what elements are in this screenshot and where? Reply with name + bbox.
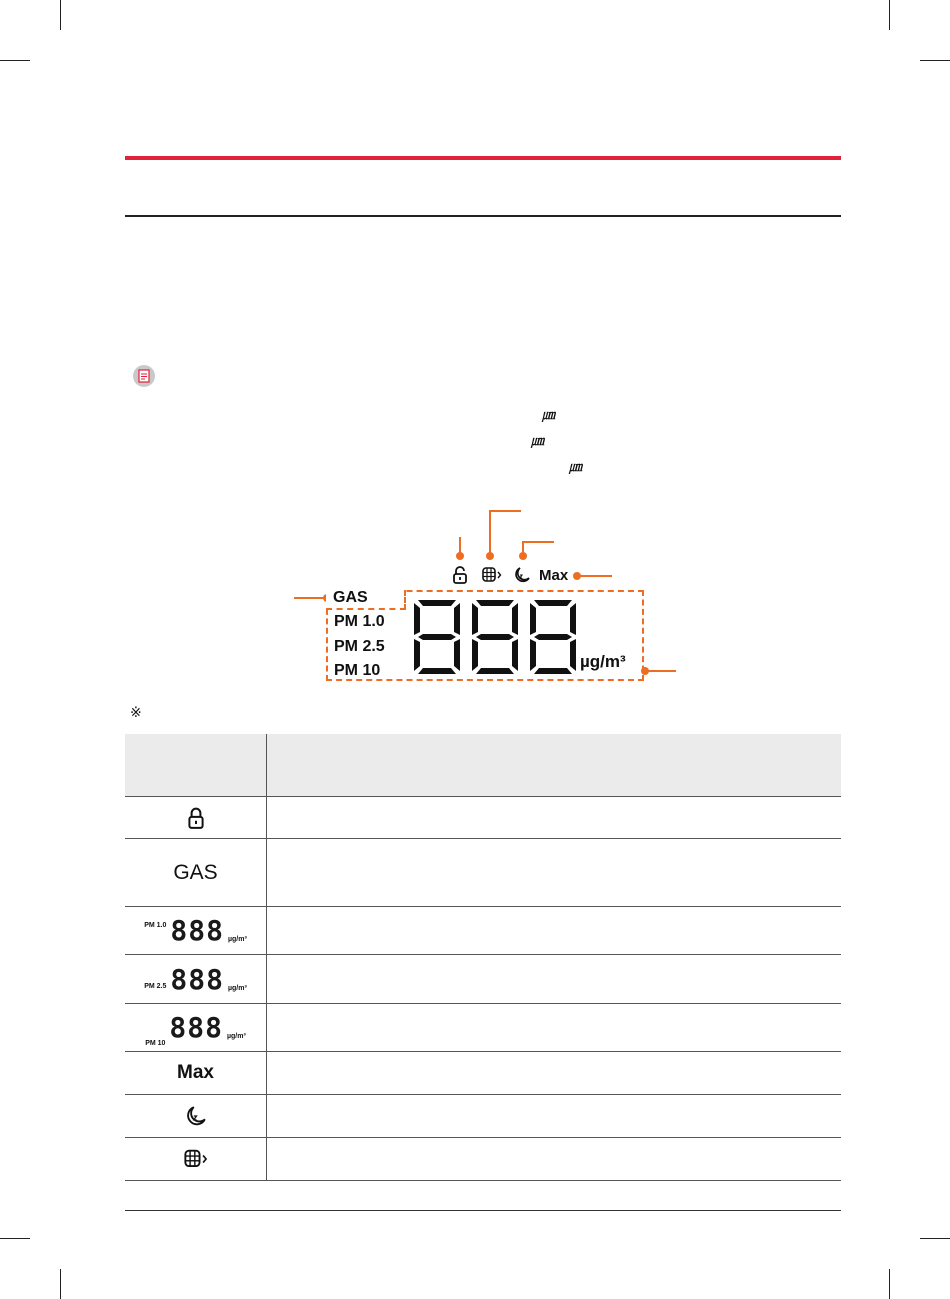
crop-mark <box>889 0 890 30</box>
lock-icon <box>452 566 468 589</box>
table-row-gas <box>125 839 266 906</box>
crop-mark <box>920 1238 950 1239</box>
crop-mark <box>60 0 61 30</box>
callout-line <box>489 510 491 555</box>
moon-icon <box>512 566 532 589</box>
note-icon <box>133 365 155 387</box>
callout-dot <box>456 552 464 560</box>
note-symbol: ※ <box>130 704 142 720</box>
pm-digits: 888 <box>170 914 224 947</box>
table-column-divider <box>266 734 267 1180</box>
table-row-max <box>125 1052 266 1094</box>
pm-unit: µg/m³ <box>227 936 247 943</box>
table-row-divider <box>125 1180 841 1181</box>
filter-grid-icon <box>183 1148 209 1170</box>
table-header <box>125 734 841 796</box>
callout-line <box>522 541 554 543</box>
crop-mark <box>0 60 30 61</box>
table-row-pm10 <box>125 1004 266 1051</box>
display-pm25-label: PM 2.5 <box>334 638 385 655</box>
display-gas-label: GAS <box>333 589 368 606</box>
unit-micrometer: ㎛ <box>531 433 545 448</box>
callout-dot <box>486 552 494 560</box>
unit-micrometer: ㎛ <box>569 459 583 474</box>
crop-mark <box>889 1269 890 1299</box>
title-rule-black <box>125 215 841 217</box>
display-pm1-label: PM 1.0 <box>334 613 385 630</box>
max-icon-text: Max <box>177 1062 214 1083</box>
pm-digits: 888 <box>169 1011 223 1044</box>
callout-dot <box>519 552 527 560</box>
callout-line <box>648 670 676 672</box>
pm-label: PM 10 <box>145 1040 166 1047</box>
pm-label: PM 2.5 <box>144 983 167 990</box>
table-row-lock <box>125 797 266 838</box>
crop-mark <box>0 1238 30 1239</box>
table-row-pm1 <box>125 907 266 954</box>
crop-mark <box>60 1269 61 1299</box>
pm-unit: µg/m³ <box>227 1033 246 1040</box>
table-row-filter <box>125 1138 266 1180</box>
crop-mark <box>920 60 950 61</box>
pm-digits: 888 <box>170 962 224 996</box>
callout-line <box>489 510 521 512</box>
callout-line <box>294 597 326 599</box>
display-max-label: Max <box>539 567 569 584</box>
title-rule-red <box>125 156 841 160</box>
callout-line <box>580 575 612 577</box>
display-unit-label: µg/m³ <box>580 652 626 671</box>
filter-grid-icon <box>481 566 503 589</box>
unit-micrometer: ㎛ <box>542 407 556 422</box>
table-row-pm25 <box>125 955 266 1003</box>
lcd-box-notch-edge <box>326 608 406 610</box>
gas-icon-text: GAS <box>173 860 218 884</box>
lock-icon <box>187 807 205 829</box>
display-digits <box>412 598 578 676</box>
display-pm10-label: PM 10 <box>334 662 381 679</box>
pm-label: PM 1.0 <box>144 922 167 929</box>
pm-unit: µg/m³ <box>227 985 247 992</box>
footer-rule <box>125 1210 841 1211</box>
table-row-sleep <box>125 1095 266 1137</box>
lcd-box-notch-edge <box>404 590 406 610</box>
moon-icon <box>185 1105 207 1127</box>
